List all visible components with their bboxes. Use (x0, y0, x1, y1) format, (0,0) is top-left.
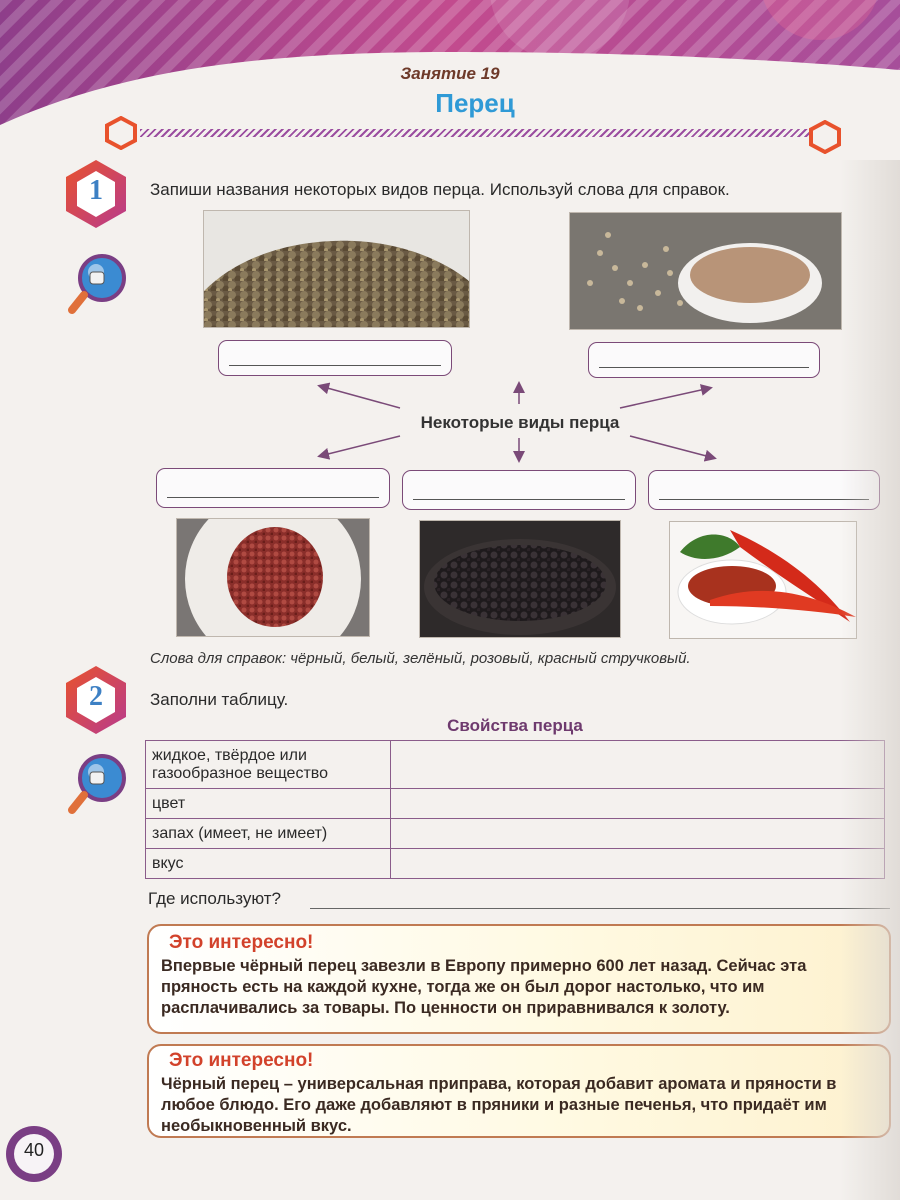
answer-cell[interactable] (391, 789, 885, 819)
row-label: запах (имеет, не имеет) (146, 819, 391, 849)
answer-cell[interactable] (391, 741, 885, 789)
fact-text: Чёрный перец – универсальная приправа, которая добавит аромата и пряности в любое блюдо. Его даже добавляют в пряники и разные печенья, что придаёт им необыкновенный вкус. (161, 1075, 837, 1135)
table-row (146, 849, 885, 879)
photo-black-pepper (419, 520, 621, 638)
photo-pink-pepper (176, 518, 370, 637)
row-label: жидкое, твёрдое или газообразное вещество (146, 741, 391, 789)
page-number-badge (6, 1126, 62, 1182)
properties-table (145, 740, 885, 879)
table-row (146, 741, 885, 789)
task-1-badge (60, 158, 132, 230)
hexagon-right-icon (808, 120, 842, 154)
row-label: цвет (146, 789, 391, 819)
hint-words: Слова для справок: чёрный, белый, зелёный, розовый, красный стручковый. (150, 650, 691, 667)
center-label: Некоторые виды перца (420, 413, 620, 432)
fact-title: Это интересно! (169, 1050, 314, 1071)
page-title: Перец (435, 88, 515, 118)
magnifier-icon (62, 252, 132, 318)
page-number: 40 (23, 1140, 45, 1160)
table-row (146, 789, 885, 819)
fact-box-2 (147, 1044, 891, 1138)
task-2-badge (60, 664, 132, 736)
where-answer-line[interactable] (310, 908, 890, 909)
answer-cell[interactable] (391, 849, 885, 879)
photo-red-pepper (669, 521, 857, 639)
row-label: вкус (146, 849, 391, 879)
table-row (146, 819, 885, 849)
title-divider (140, 129, 810, 137)
task-2-number: 2 (89, 681, 103, 712)
answer-cell[interactable] (391, 819, 885, 849)
answer-box-1[interactable] (218, 340, 452, 376)
magnifier-icon (62, 752, 132, 818)
answer-box-2[interactable] (588, 342, 820, 378)
task-1-number: 1 (89, 175, 103, 206)
photo-white-pepper (203, 210, 470, 328)
task-2-instruction: Заполни таблицу. (150, 690, 289, 709)
hexagon-left-icon (104, 116, 138, 150)
page-curl-shadow (840, 160, 900, 1200)
answer-box-4[interactable] (402, 470, 636, 510)
lesson-number: Занятие 19 (400, 64, 500, 83)
task-1-instruction: Запиши названия некоторых видов перца. Используй слова для справок. (150, 180, 730, 199)
answer-box-3[interactable] (156, 468, 390, 508)
table-title: Свойства перца (447, 716, 583, 735)
fact-text: Впервые чёрный перец завезли в Европу примерно 600 лет назад. Сейчас эта пряность есть на каждой кухне, тогда же он был дорог настолько, что им расплачивались за товары. По ценности он приравнивался к золоту. (161, 957, 807, 1017)
fact-box-1 (147, 924, 891, 1034)
where-question: Где используют? (148, 889, 281, 908)
photo-ground-pepper (569, 212, 842, 330)
fact-title: Это интересно! (169, 932, 314, 953)
